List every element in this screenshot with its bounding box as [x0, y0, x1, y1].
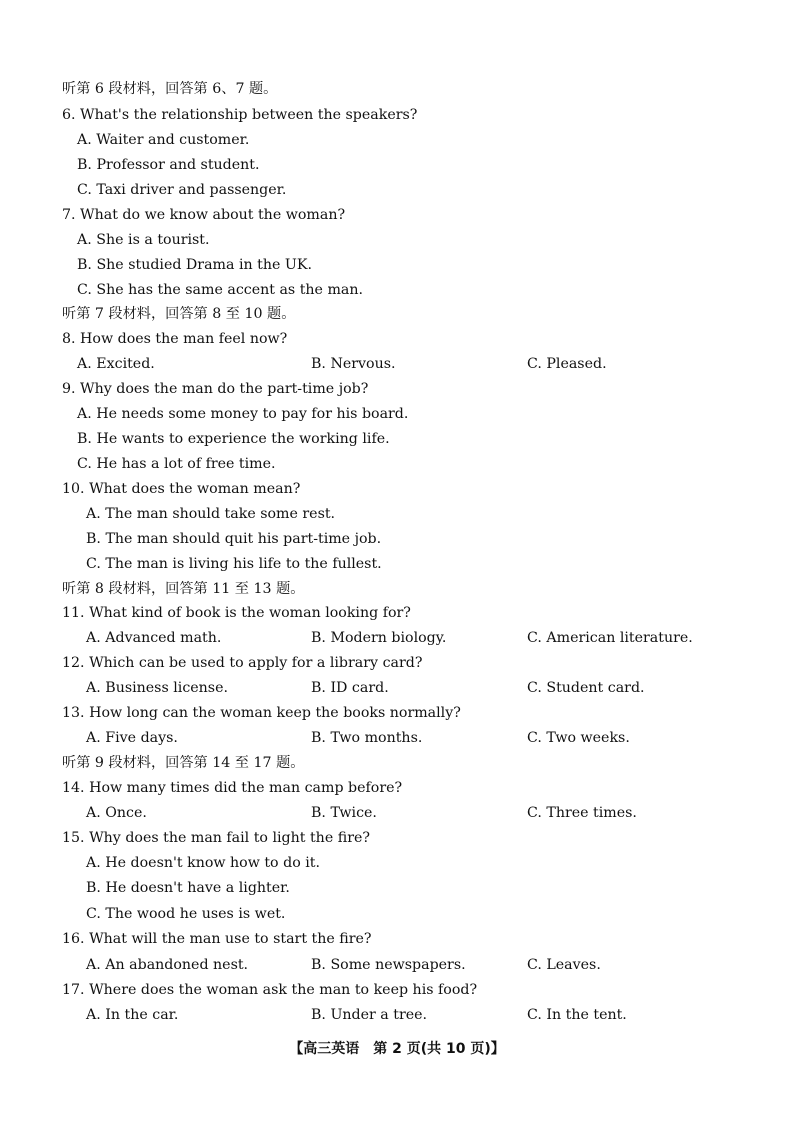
- answer-option: C. Student card.: [527, 680, 645, 696]
- answer-option: A. In the car.: [86, 1007, 179, 1023]
- answer-options-row: [0, 801, 794, 826]
- answer-option: B. Modern biology.: [311, 630, 447, 646]
- question-stem: 6. What's the relationship between the speakers?: [62, 107, 418, 123]
- answer-option: B. She studied Drama in the UK.: [77, 257, 312, 273]
- answer-option: C. She has the same accent as the man.: [77, 282, 364, 298]
- section-header-text: 听第 9 段材料，回答第 14 至 17 题。: [62, 755, 305, 771]
- answer-option: A. Advanced math.: [86, 630, 222, 646]
- section-header-text: 听第 6 段材料，回答第 6、7 题。: [62, 81, 278, 97]
- answer-option: B. He doesn't have a lighter.: [86, 880, 290, 896]
- question-stem: 14. How many times did the man camp before?: [62, 780, 403, 796]
- answer-options-row: [0, 352, 794, 377]
- answer-option: C. American literature.: [527, 630, 693, 646]
- section-header: [0, 302, 794, 327]
- answer-option: A. He doesn't know how to do it.: [86, 855, 320, 871]
- answer-option: B. Nervous.: [311, 356, 396, 372]
- answer-options-row: [0, 726, 794, 751]
- answer-options-row: [0, 953, 794, 978]
- answer-option: C. Leaves.: [527, 957, 601, 973]
- question-stem: 8. How does the man feel now?: [62, 331, 288, 347]
- answer-option: A. Five days.: [86, 730, 178, 746]
- question-stem: 11. What kind of book is the woman looking for?: [62, 605, 411, 621]
- answer-option: B. Under a tree.: [311, 1007, 428, 1023]
- answer-options-row: [0, 626, 794, 651]
- answer-option: B. Two months.: [311, 730, 423, 746]
- question-stem: 17. Where does the woman ask the man to keep his food?: [62, 982, 478, 998]
- answer-option: A. Excited.: [77, 356, 155, 372]
- answer-option: A. He needs some money to pay for his board.: [77, 406, 409, 422]
- answer-option: C. In the tent.: [527, 1007, 627, 1023]
- question-stem: 12. Which can be used to apply for a library card?: [62, 655, 423, 671]
- section-header-text: 听第 7 段材料，回答第 8 至 10 题。: [62, 306, 296, 322]
- answer-option: C. Three times.: [527, 805, 637, 821]
- answer-option: C. Two weeks.: [527, 730, 630, 746]
- answer-option: A. Once.: [86, 805, 147, 821]
- answer-option: A. An abandoned nest.: [86, 957, 249, 973]
- answer-option: A. She is a tourist.: [77, 232, 210, 248]
- answer-option: A. Waiter and customer.: [77, 132, 250, 148]
- question-stem: 13. How long can the woman keep the books normally?: [62, 705, 461, 721]
- page-footer: 【高三英语 第 2 页(共 10 页)】: [289, 1041, 505, 1057]
- answer-option: C. Taxi driver and passenger.: [77, 182, 287, 198]
- answer-option: A. The man should take some rest.: [86, 506, 336, 522]
- section-header-text: 听第 8 段材料，回答第 11 至 13 题。: [62, 581, 305, 597]
- answer-option: B. The man should quit his part-time job.: [86, 531, 382, 547]
- answer-option: C. The wood he uses is wet.: [86, 906, 286, 922]
- answer-option: B. Twice.: [311, 805, 377, 821]
- section-header: [0, 751, 794, 776]
- question-stem: 15. Why does the man fail to light the fire?: [62, 830, 370, 846]
- answer-option: B. Some newspapers.: [311, 957, 466, 973]
- answer-option: B. He wants to experience the working life.: [77, 431, 390, 447]
- section-header: [0, 577, 794, 602]
- question-stem: 16. What will the man use to start the fire?: [62, 931, 372, 947]
- section-header: [0, 77, 794, 102]
- question-stem: 7. What do we know about the woman?: [62, 207, 346, 223]
- answer-option: B. Professor and student.: [77, 157, 260, 173]
- question-stem: 10. What does the woman mean?: [62, 481, 301, 497]
- answer-options-row: [0, 1003, 794, 1028]
- answer-option: C. He has a lot of free time.: [77, 456, 276, 472]
- answer-options-row: [0, 676, 794, 701]
- question-stem: 9. Why does the man do the part-time job?: [62, 381, 369, 397]
- answer-option: A. Business license.: [86, 680, 228, 696]
- answer-option: C. The man is living his life to the fullest.: [86, 556, 382, 572]
- answer-option: C. Pleased.: [527, 356, 607, 372]
- answer-option: B. ID card.: [311, 680, 389, 696]
